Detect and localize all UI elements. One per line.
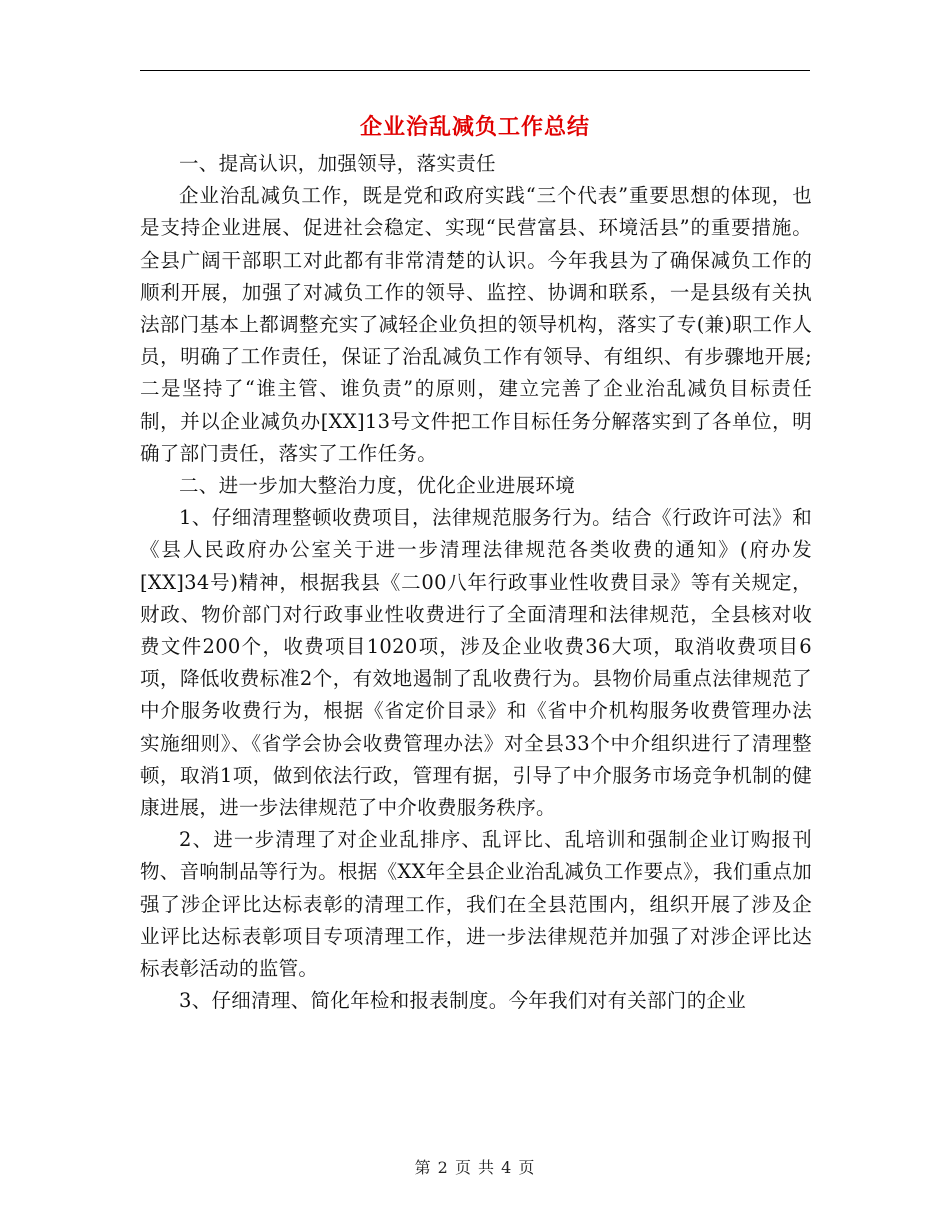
- document-title: 企业治乱减负工作总结: [359, 114, 590, 140]
- header-rule: [140, 70, 810, 71]
- body-paragraph: 企业治乱减负工作，既是党和政府实践“三个代表”重要思想的体现，也是支持企业进展、促进社会稳定、实现“民营富县、环境活县”的重要措施。全县广阔干部职工对此都有非常清楚的认识。今年我县为了确保减负工作的顺利开展，加强了对减负工作的领导、监控、协调和联系，一是县级有关执法部门基本上都调整充实了减轻企业负担的领导机构，落实了专(兼)职工作人员，明确了工作责任，保证了治乱减负工作有领导、有组织、有步骤地开展;二是坚持了“谁主管、谁负责”的原则，建立完善了企业治乱减负目标责任制，并以企业减负办[XX]13号文件把工作目标任务分解落实到了各单位，明确了部门责任，落实了工作任务。: [140, 184, 812, 465]
- page-number: 第 2 页 共 4 页: [414, 1158, 536, 1177]
- section-heading: 一、提高认识，加强领导，落实责任: [179, 152, 496, 175]
- body-paragraph: 1、仔细清理整顿收费项目，法律规范服务行为。结合《行政许可法》和《县人民政府办公室关于进一步清理法律规范各类收费的通知》(府办发[XX]34号)精神，根据我县《二00八年行政事业性收费目录》等有关规定，财政、物价部门对行政事业性收费进行了全面清理和法律规范，全县核对收费文件200个，收费项目1020项，涉及企业收费36大项，取消收费项目6项，降低收费标准2个，有效地遏制了乱收费行为。县物价局重点法律规范了中介服务收费行为，根据《省定价目录》和《省中介机构服务收费管理办法实施细则》、《省学会协会收费管理办法》对全县33个中介组织进行了清理整顿，取消1项，做到依法行政，管理有据，引导了中介服务市场竞争机制的健康进展，进一步法律规范了中介收费服务秩序。: [140, 506, 812, 820]
- body-paragraph: 3、仔细清理、简化年检和报表制度。今年我们对有关部门的企业: [179, 989, 747, 1013]
- section-heading: 二、进一步加大整治力度，优化企业进展环境: [179, 474, 576, 498]
- document-body: [140, 148, 812, 1017]
- body-paragraph: 2、进一步清理了对企业乱排序、乱评比、乱培训和强制企业订购报刊物、音响制品等行为。根据《XX年全县企业治乱减负工作要点》，我们重点加强了涉企评比达标表彰的清理工作，我们在全县范围内，组织开展了涉及企业评比达标表彰项目专项清理工作，进一步法律规范并加强了对涉企评比达标表彰活动的监管。: [140, 828, 813, 981]
